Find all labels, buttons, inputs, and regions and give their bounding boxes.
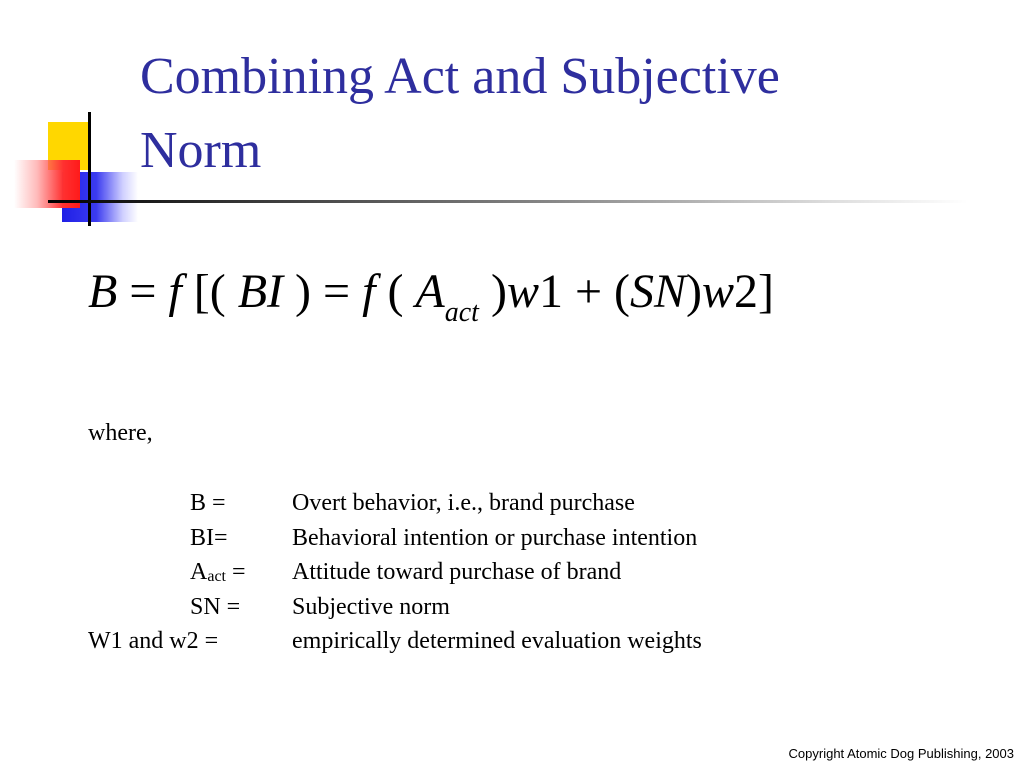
- definition-term: SN =: [190, 593, 241, 620]
- formula-eq1: =: [117, 265, 169, 318]
- formula-f2: f: [362, 265, 376, 318]
- vertical-rule: [88, 112, 91, 226]
- definition-desc: empirically determined evaluation weights: [292, 628, 702, 654]
- title-underline: [48, 200, 968, 203]
- definition-term-tail: =: [226, 559, 246, 585]
- formula-bi: BI: [237, 265, 284, 318]
- copyright-footer: Copyright Atomic Dog Publishing, 2003: [788, 746, 1014, 761]
- definition-term-subscript: act: [207, 568, 226, 585]
- title-line-2: Norm: [140, 122, 262, 179]
- formula-act-subscript: act: [444, 297, 479, 328]
- formula-w2: w: [702, 265, 735, 318]
- definition-desc: Subjective norm: [292, 593, 450, 620]
- formula-f1: f: [168, 265, 182, 318]
- definition-term: B =: [190, 490, 226, 516]
- formula-close2: ): [478, 265, 507, 318]
- decorative-squares: [0, 0, 140, 240]
- formula-b: B: [88, 265, 118, 318]
- formula-sn: SN: [630, 265, 687, 318]
- formula-w1: w: [506, 265, 539, 318]
- formula-close3: ): [686, 265, 703, 318]
- definition-desc: Behavioral intention or purchase intention: [292, 524, 698, 551]
- where-label: where,: [88, 420, 153, 446]
- definition-desc: Attitude toward purchase of brand: [292, 559, 622, 585]
- formula-two: 2]: [734, 265, 775, 318]
- title-line-1: Combining Act and Subjective: [140, 48, 780, 105]
- formula-a: A: [415, 265, 445, 318]
- definition-term-main: A: [190, 559, 208, 585]
- definition-desc: Overt behavior, i.e., brand purchase: [292, 490, 635, 516]
- definition-term: W1 and w2 =: [88, 628, 219, 654]
- slide-title: [140, 40, 1000, 188]
- formula-open2: (: [375, 265, 416, 318]
- definition-term: BI=: [190, 524, 228, 551]
- formula-one: 1 + (: [538, 265, 631, 318]
- formula-close1: ) =: [283, 265, 363, 318]
- formula: [88, 262, 774, 329]
- formula-open: [(: [181, 265, 238, 318]
